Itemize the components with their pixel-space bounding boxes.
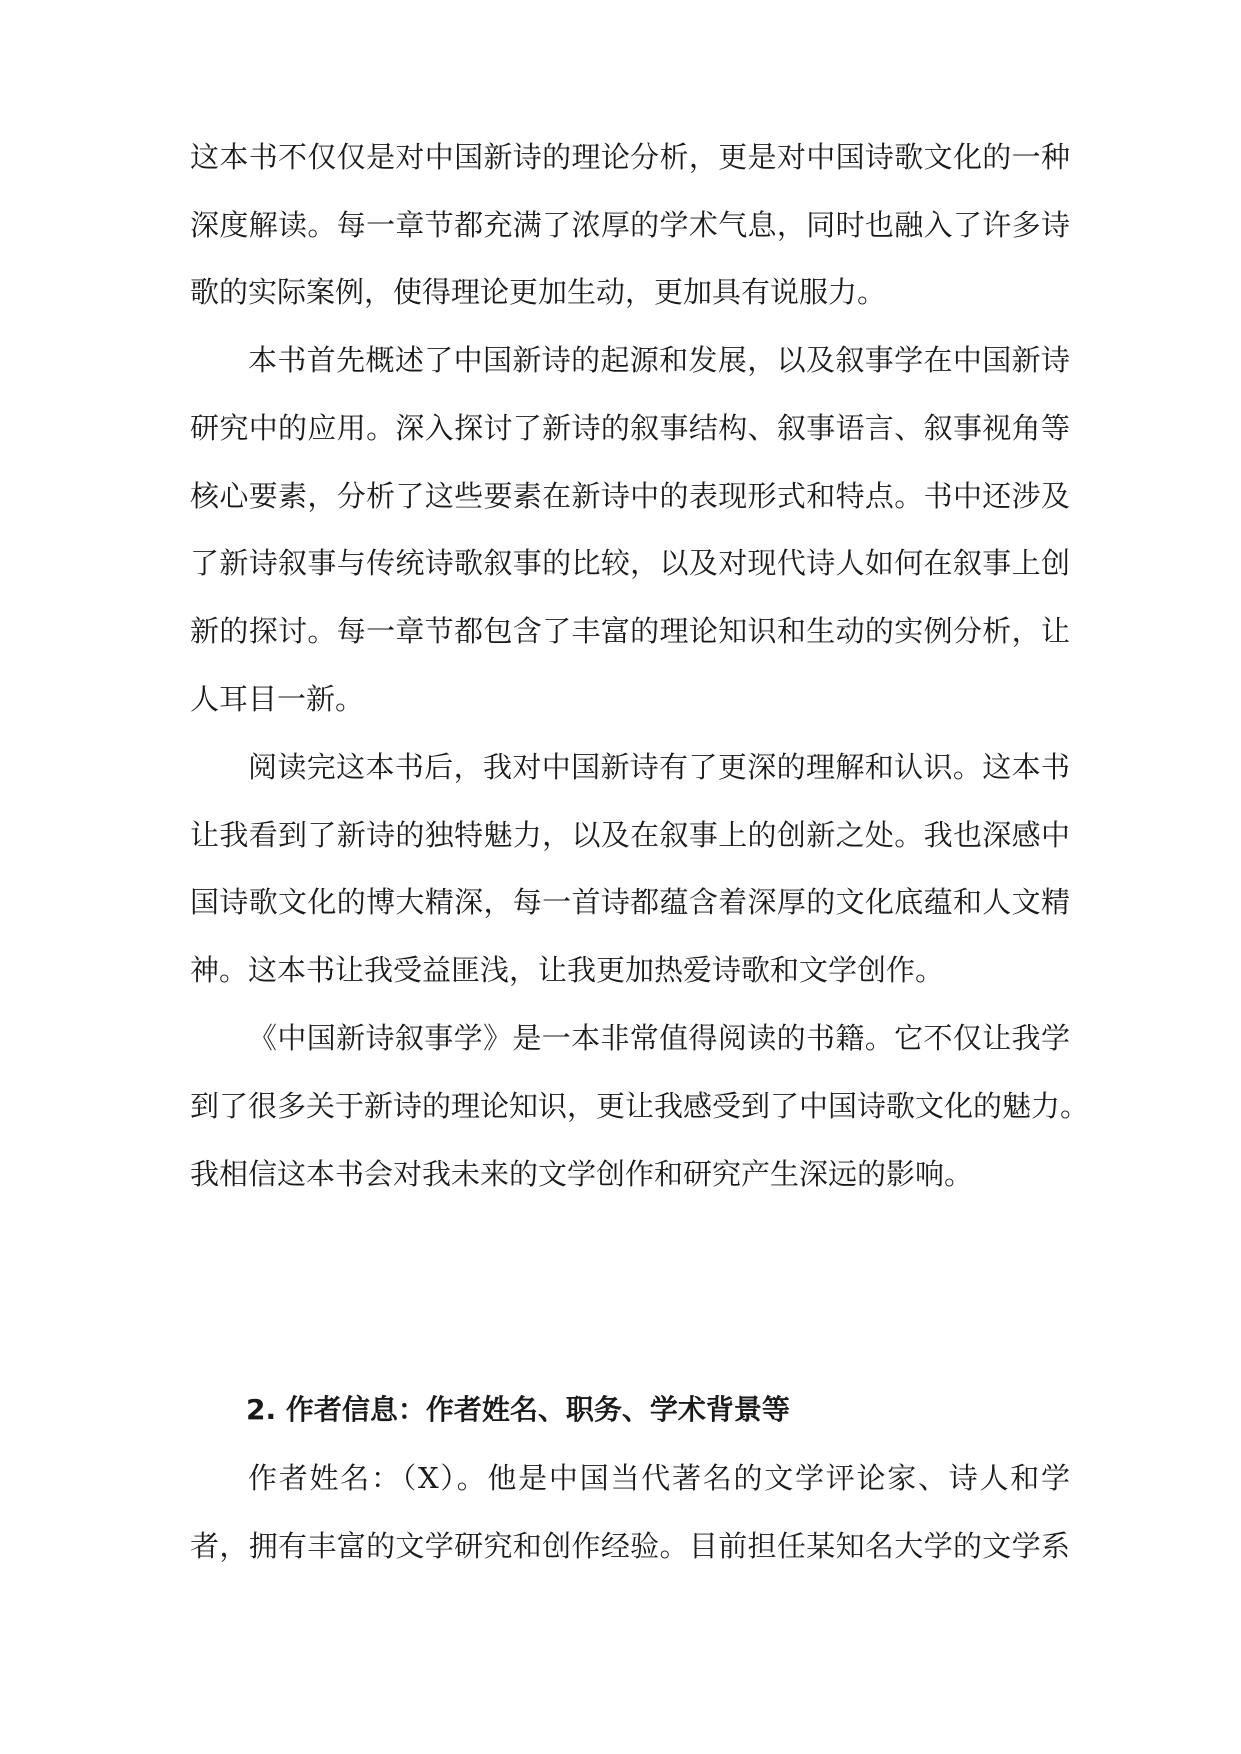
paragraph-3-line-2: 让我看到了新诗的独特魅力，以及在叙事上的创新之处。我也深感中 bbox=[190, 818, 1070, 852]
paragraph-2-line-3: 核心要素，分析了这些要素在新诗中的表现形式和特点。书中还涉及 bbox=[190, 479, 1070, 513]
paragraph-1-line-3: 歌的实际案例，使得理论更加生动，更加具有说服力。 bbox=[190, 275, 887, 309]
author-paragraph-line-1: 作者姓名：（X）。他是中国当代著名的文学评论家、诗人和学 bbox=[248, 1461, 1070, 1495]
paragraph-2-line-4: 了新诗叙事与传统诗歌叙事的比较，以及对现代诗人如何在叙事上创 bbox=[190, 546, 1070, 580]
author-paragraph-line-2: 者，拥有丰富的文学研究和创作经验。目前担任某知名大学的文学系 bbox=[190, 1529, 1070, 1563]
paragraph-4-line-2: 到了很多关于新诗的理论知识，更让我感受到了中国诗歌文化的魅力。 bbox=[190, 1089, 1090, 1123]
paragraph-3-line-4: 神。这本书让我受益匪浅，让我更加热爱诗歌和文学创作。 bbox=[190, 953, 945, 987]
paragraph-2-line-5: 新的探讨。每一章节都包含了丰富的理论知识和生动的实例分析，让 bbox=[190, 614, 1070, 648]
paragraph-3-line-1: 阅读完这本书后，我对中国新诗有了更深的理解和认识。这本书 bbox=[248, 750, 1070, 784]
paragraph-4-line-3: 我相信这本书会对我未来的文学创作和研究产生深远的影响。 bbox=[190, 1157, 974, 1191]
paragraph-2-line-6: 人耳目一新。 bbox=[190, 682, 365, 716]
paragraph-1-line-2: 深度解读。每一章节都充满了浓厚的学术气息，同时也融入了许多诗 bbox=[190, 208, 1070, 242]
paragraph-2-line-2: 研究中的应用。深入探讨了新诗的叙事结构、叙事语言、叙事视角等 bbox=[190, 411, 1070, 445]
paragraph-2-line-1: 本书首先概述了中国新诗的起源和发展，以及叙事学在中国新诗 bbox=[248, 343, 1070, 377]
paragraph-4-line-1: 《中国新诗叙事学》是一本非常值得阅读的书籍。它不仅让我学 bbox=[248, 1021, 1070, 1055]
paragraph-3-line-3: 国诗歌文化的博大精深，每一首诗都蕴含着深厚的文化底蕴和人文精 bbox=[190, 885, 1070, 919]
section-heading: 2. 作者信息：作者姓名、职务、学术背景等 bbox=[246, 1393, 790, 1426]
paragraph-1-line-1: 这本书不仅仅是对中国新诗的理论分析，更是对中国诗歌文化的一种 bbox=[190, 140, 1070, 174]
